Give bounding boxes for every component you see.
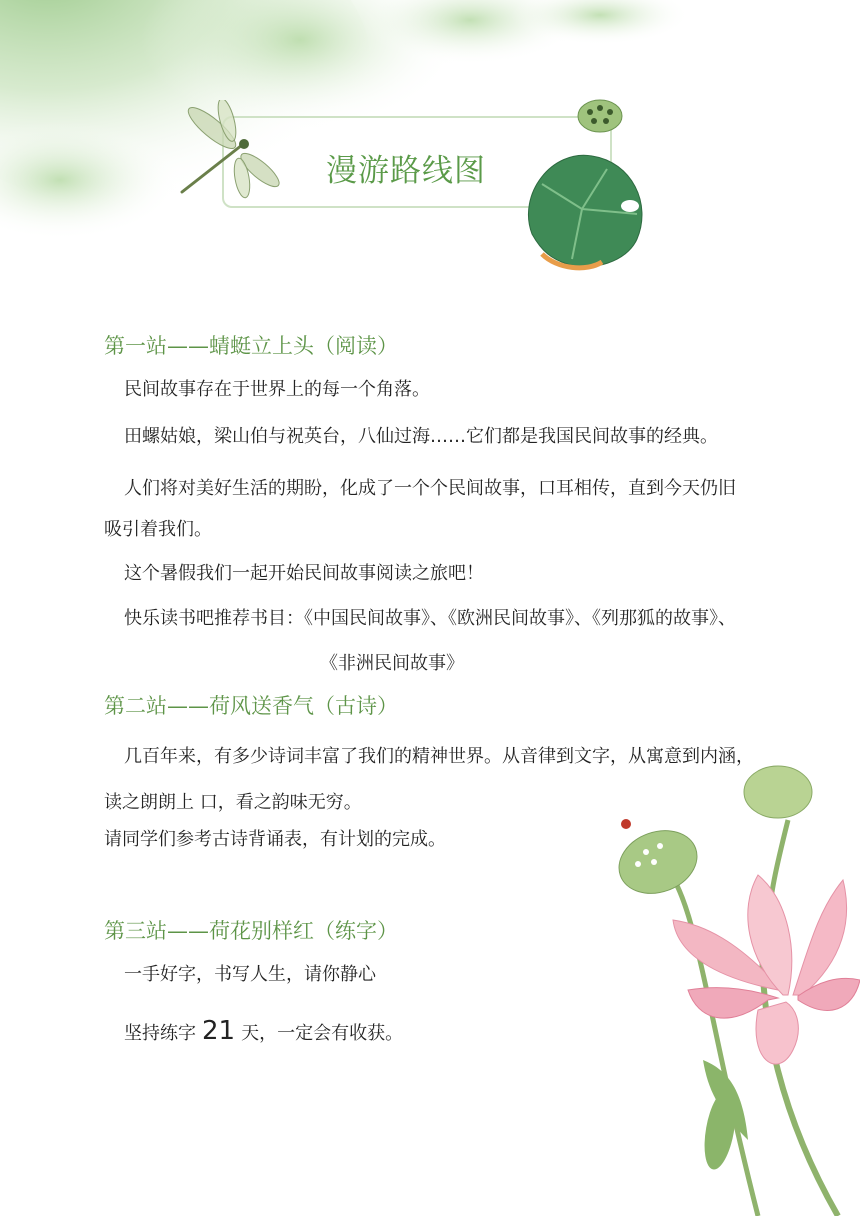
paragraph-line: 几百年来，有多少诗词丰富了我们的精神世界。从音律到文字，从寓意到内涵， [124, 746, 754, 767]
days-count: 21 [202, 1016, 236, 1046]
paragraph-line: 请同学们参考古诗背诵表，有计划的完成。 [104, 829, 446, 850]
practice-line [124, 1016, 403, 1046]
book-list-line: 《非洲民间故事》 [320, 653, 464, 674]
station-heading-calligraphy: 第三站——荷花别样红（练字） [104, 919, 398, 943]
lotus-pod-icon [574, 94, 626, 140]
paragraph-line: 田螺姑娘，梁山伯与祝英台，八仙过海……它们都是我国民间故事的经典。 [124, 426, 718, 447]
practice-text-end: 天，一定会有收获。 [241, 1023, 404, 1044]
station-heading-poetry: 第二站——荷风送香气（古诗） [104, 694, 398, 718]
paragraph-line: 读之朗朗上 口，看之韵味无穷。 [104, 792, 362, 813]
book-list-line: 快乐读书吧推荐书目：《中国民间故事》、《欧洲民间故事》、《列那狐的故事》、 [124, 608, 736, 629]
paragraph-line: 一手好字，书写人生，请你静心 [124, 964, 376, 985]
paragraph-line: 吸引着我们。 [104, 519, 212, 540]
lotus-flower-icon [608, 760, 860, 1216]
station-heading-reading: 第一站——蜻蜓立上头（阅读） [104, 334, 398, 358]
lotus-leaf-icon [512, 144, 652, 274]
paragraph-line: 人们将对美好生活的期盼，化成了一个个民间故事，口耳相传，直到今天仍旧 [124, 478, 736, 499]
paragraph-line: 这个暑假我们一起开始民间故事阅读之旅吧！ [124, 563, 484, 584]
practice-text: 坚持练字 [124, 1023, 196, 1044]
paragraph-line: 民间故事存在于世界上的每一个角落。 [124, 379, 430, 400]
page-title: 漫游路线图 [326, 153, 486, 189]
dragonfly-icon [172, 100, 282, 200]
